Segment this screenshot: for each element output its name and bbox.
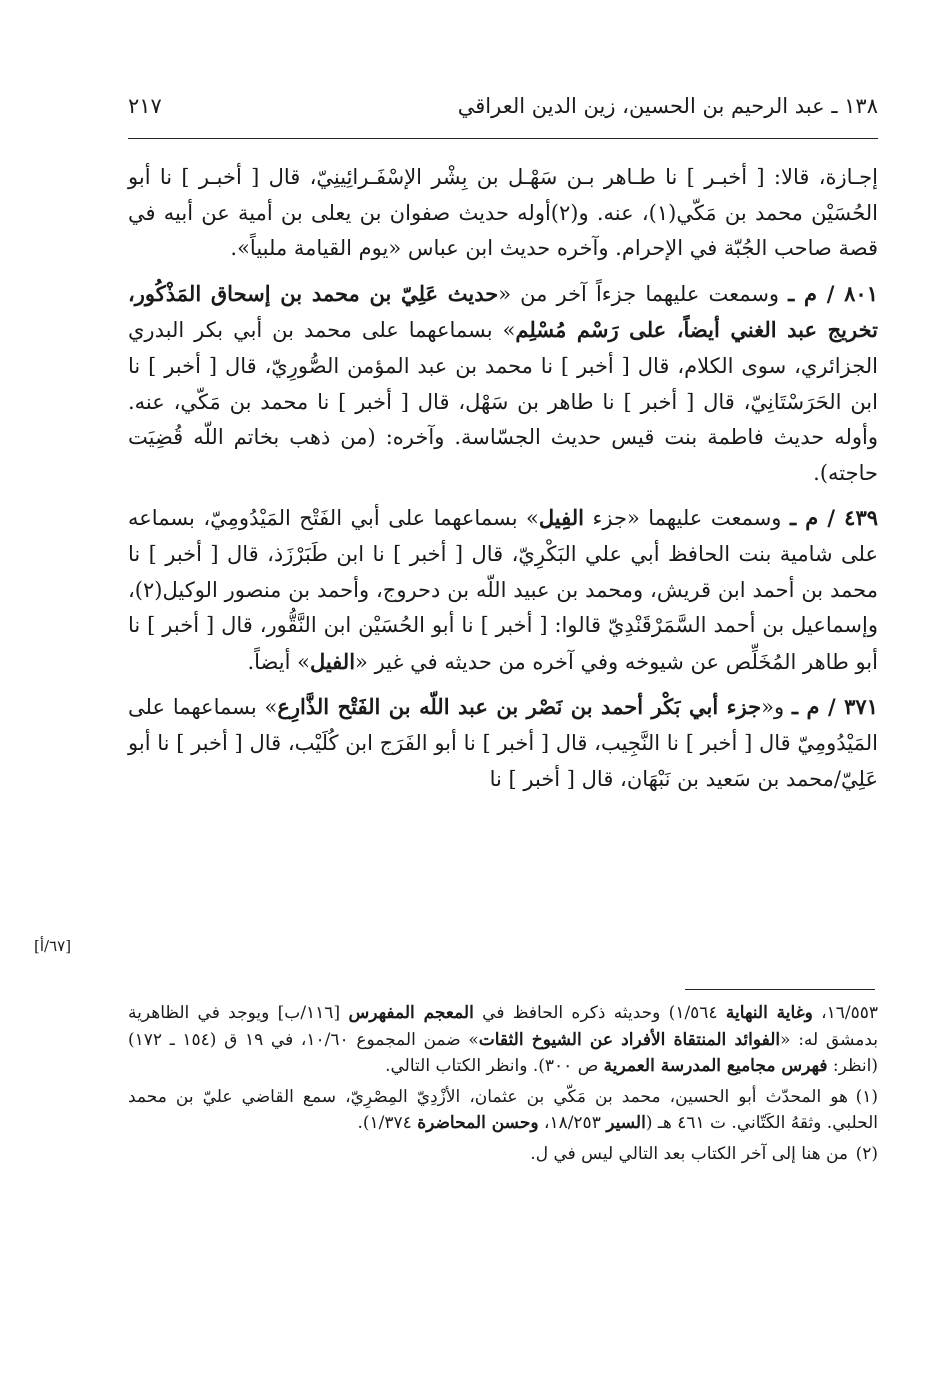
footnote-cont-text-a: ١٦/٥٥٣، [812,1003,879,1023]
footnote-cont-bold-2: المعجم المفهرس [348,1003,474,1023]
footnote-rule [685,989,875,990]
footnote-1-text-a: هو المحدّث أبو الحسين، محمد بن مَكّي بن عثمان، الأزْدِيّ المِصْرِيّ، سمع القاضي عليّ بن محمد الحلبي. وثقهُ الكَتّاني. ت ٤٦١ هـ ( [128,1086,878,1134]
page-number: ٢١٧ [128,94,162,118]
footnote-cont-bold-1: وغاية النهاية [725,1003,813,1023]
footnote-cont-text-d: » ضمن المجموع ١٠/٦٠، في ١٩ ق (١٥٤ ـ ١٧٢) (انظر: [128,1029,878,1077]
page-header [128,84,878,128]
entry-801-number: ٨٠١ / م ـ [788,280,878,306]
footnote-1-bold-2: وحسن المحاضرة [417,1113,539,1134]
entry-439-number: ٤٣٩ / م ـ [789,505,879,531]
footnote-cont-bold-3: الفوائد المنتقاة الأفراد عن الشيوخ الثقات [478,1029,781,1050]
entry-439 [128,500,878,680]
entry-801 [128,276,878,492]
footnote-1-text-c: ١/٣٧٤). [357,1113,418,1134]
header-rule [128,138,878,139]
entry-439-title-2: الفيل [309,648,356,674]
paragraph-1-text: إجـازة، قالا: [ أخبـر ] نا طـاهر بـن سَهْـل بن بِشْر الإسْفَـرائِينِيّ، قال [ أخبـر ] نا أبو الحُسَيْن محمد بن مَكّي(١)، عنه. و(٢)أوله حديث صفوان بن يعلى بن أمية عن أبيه في قصة صاحب الجُبّة في الإحرام. وآخره حديث ابن عباس «يوم القيامة ملبياً». [128,165,878,261]
footnote-cont-bold-4: فهرس مجاميع المدرسة العمرية [603,1056,828,1077]
entry-371 [128,689,878,797]
entry-371-text-b: » بسماعهما على المَيْدُومِيّ قال [ أخبر ] نا النَّجِيب، قال [ أخبر ] نا أبو الفَرَج ابن كُلَيْب، قال [ أخبر ] نا أبو عَلِيّ/محمد بن سَعيد بن نَبْهَان، قال [ أخبر ] نا [128,695,878,791]
footnote-2-marker: (٢) [855,1143,878,1164]
entry-439-text-a: وسمعت عليهما «جزء [584,506,790,531]
entry-439-text-c: » أيضاً. [247,649,310,674]
entry-371-title: جزء أبي بَكْر أحمد بن نَصْر بن عبد اللّه بن الفَتْح الذَّارِع [277,694,762,720]
entry-439-text-b: » بسماعهما على أبي الفَتْح المَيْدُومِيّ، بسماعه على شامية بنت الحافظ أبي علي البَكْرِيّ، قال [ أخبر ] نا ابن طَبَرْزَذ، قال [ أخبر ] نا محمد بن أحمد ابن قريش، ومحمد بن عبيد اللّه بن دحروج، وأحمد بن منصور الوكيل(٢)، وإسماعيل بن أحمد السَّمَرْقَنْدِيّ قالوا: [ أخبر ] نا أبو الحُسَيْن ابن النَّقُّور، قال [ أخبر ] نا أبو طاهر المُخَلِّص عن شيوخه وفي آخره من حديثه في غير « [128,506,878,674]
entry-801-text-b: » بسماعهما على محمد بن أبي بكر البدري الجزائري، سوى الكلام، قال [ أخبر ] نا محمد بن عبد المؤمن الصُّورِيّ، قال [ أخبر ] نا ابن الحَرَسْتَانِيّ، قال [ أخبر ] نا طاهر بن سَهْل، قال [ أخبر ] نا محمد بن مَكّي، عنه. وأوله حديث فاطمة بنت قيس حديث الجسّاسة. وآخره: (من ذهب بخاتم اللّه قُضِيَت حاجته). [128,318,878,485]
entry-801-title: حديث عَلِيّ بن محمد بن إسحاق المَذْكُور، تخريج عبد الغني أيضاً، على رَسْم مُسْلِم [128,280,878,343]
running-title: ١٣٨ ـ عبد الرحيم بن الحسين، زين الدين العراقي [457,94,878,118]
footnotes [128,1000,878,1172]
footnote-1-text-b: ١٨/٢٥٣، [538,1113,607,1134]
footnote-1-bold-1: السير [606,1113,646,1134]
entry-371-text-a: و« [761,695,792,720]
footnote-1-marker: (١) [855,1086,878,1107]
footnote-2 [128,1141,878,1168]
footnote-2-text: من هنا إلى آخر الكتاب بعد التالي ليس في ل. [530,1143,848,1164]
footnote-1 [128,1084,878,1137]
margin-folio-reference: [٦٧/أ] [34,937,72,955]
footnote-continuation [128,1000,878,1080]
entry-439-title: الفِيل [538,505,585,531]
entry-371-number: ٣٧١ / م ـ [791,694,878,720]
footnote-cont-text-c: [١١٦/ب] ويوجد في الظاهرية بدمشق له: « [128,1003,879,1050]
main-text [128,160,878,806]
paragraph-1 [128,160,878,267]
footnote-cont-text-b: ١/٥٦٤) وحديثه ذكره الحافظ في [473,1003,726,1023]
footnote-cont-text-e: ص ٣٠٠). وانظر الكتاب التالي. [385,1056,604,1077]
entry-801-text-a: وسمعت عليهما جزءاً آخر من « [498,281,789,306]
